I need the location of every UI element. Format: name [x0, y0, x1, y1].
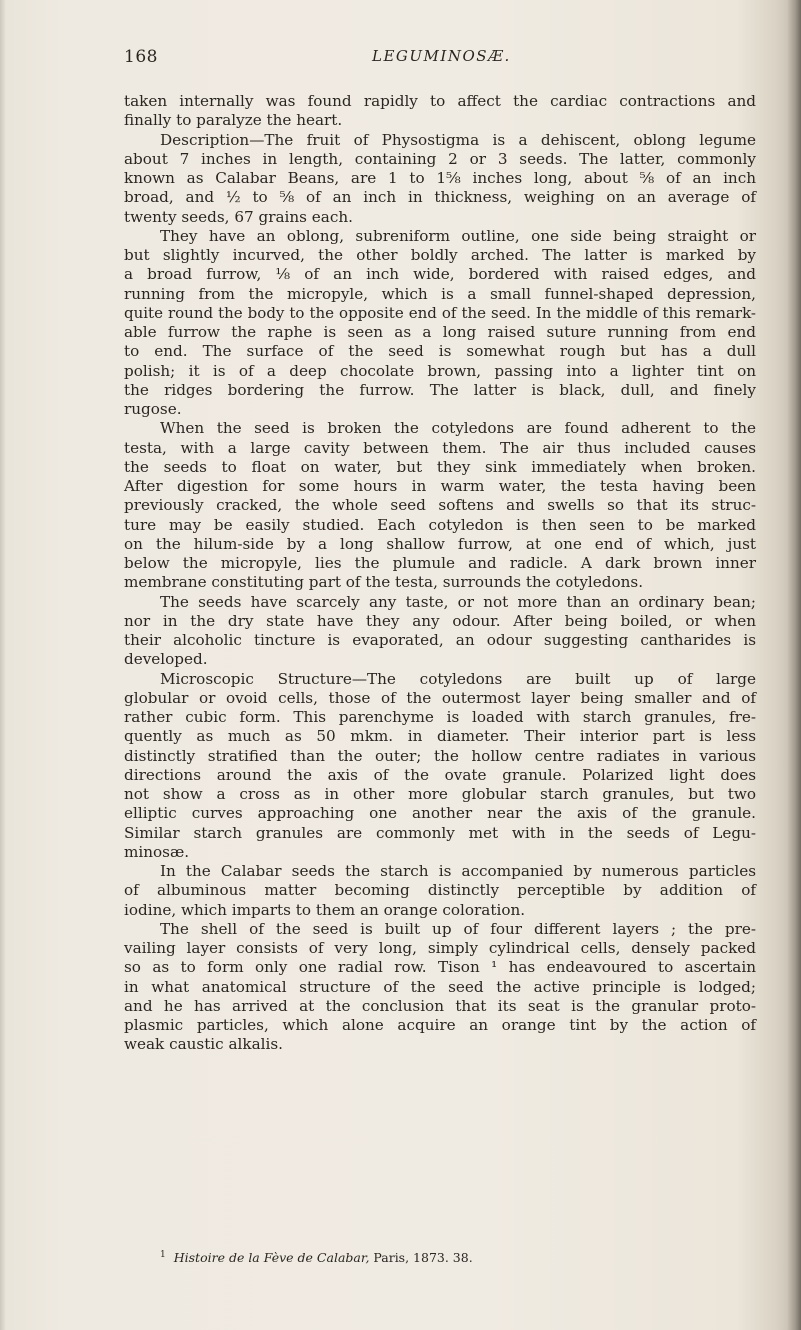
text-line: quite round the body to the opposite end of the seed. In the middle of this remark- — [124, 303, 756, 322]
text-line: They have an oblong, subreniform outline, one side being straight or — [160, 226, 756, 245]
text-line: but slightly incurved, the other boldly arched. The latter is marked by — [124, 246, 756, 264]
footnote-mark: 1 — [160, 1250, 166, 1260]
text-line: the ridges bordering the furrow. The latter is black, dull, and finely — [124, 380, 756, 399]
text-line: minosæ. — [124, 842, 190, 861]
text-line: not show a cross as in other more globular starch granules, but two — [124, 785, 756, 803]
text-line: rather cubic form. This parenchyme is loaded with starch granules, fre- — [124, 708, 756, 726]
text-line: Description—The fruit of Physostigma is a dehiscent, oblong legume — [160, 130, 756, 149]
footnote-rest: Paris, 1873. 38. — [369, 1250, 473, 1265]
text-line: broad, and ½ to ⅝ of an inch in thickness, weighing on an average of — [124, 188, 756, 207]
text-line: about 7 inches in length, containing 2 or 3 seeds. The latter, commonly — [124, 149, 756, 168]
footnote — [160, 1250, 473, 1265]
text-line: able furrow the raphe is seen as a long raised suture running from end — [124, 323, 756, 341]
text-line: developed. — [124, 650, 208, 669]
text-line: Similar starch granules are commonly met with in the seeds of Legu- — [124, 823, 756, 842]
page-edge-shadow — [787, 0, 801, 1330]
text-line: so as to form only one radial row. Tison ¹ has endeavoured to ascertain — [124, 958, 756, 977]
text-line: running from the micropyle, which is a small funnel-shaped depression, — [124, 284, 756, 303]
text-line: globular or ovoid cells, those of the outermost layer being smaller and of — [124, 688, 756, 707]
text-line: below the micropyle, lies the plumule and radicle. A dark brown inner — [124, 554, 756, 572]
text-line: the seeds to float on water, but they sink immediately when broken. — [124, 457, 756, 476]
text-line: finally to paralyze the heart. — [124, 111, 343, 130]
text-line: known as Calabar Beans, are 1 to 1⅝ inches long, about ⅝ of an inch — [124, 169, 756, 187]
text-line: membrane constituting part of the testa, surrounds the cotyledons. — [124, 573, 644, 592]
text-line: on the hilum-side by a long shallow furrow, at one end of which, just — [124, 534, 756, 553]
text-line: and he has arrived at the conclusion that its seat is the granular proto- — [124, 996, 756, 1015]
text-line: taken internally was found rapidly to affect the cardiac contractions and — [124, 92, 756, 110]
page-gutter-shadow — [0, 0, 6, 1330]
text-line: distinctly stratified than the outer; the hollow centre radiates in various — [124, 746, 756, 765]
text-line: previously cracked, the whole seed softens and swells so that its struc- — [124, 496, 756, 515]
text-line: After digestion for some hours in warm water, the testa having been — [124, 477, 756, 495]
body-text — [124, 92, 756, 1055]
text-line: plasmic particles, which alone acquire an orange tint by the action of — [124, 1016, 756, 1034]
footnote-title: Histoire de la Fève de Calabar, — [173, 1250, 370, 1265]
text-line: of albuminous matter becoming distinctly perceptible by addition of — [124, 881, 756, 900]
text-line: Microscopic Structure—The cotyledons are built up of large — [160, 669, 756, 688]
text-line: vailing layer consists of very long, simply cylindrical cells, densely packed — [124, 939, 756, 957]
text-line: their alcoholic tincture is evaporated, an odour suggesting cantharides is — [124, 631, 756, 649]
page-number: 168 — [124, 47, 158, 67]
text-line: testa, with a large cavity between them. The air thus included causes — [124, 438, 756, 457]
text-line: elliptic curves approaching one another near the axis of the granule. — [124, 804, 756, 823]
text-line: in what anatomical structure of the seed the active principle is lodged; — [124, 977, 756, 996]
text-line: twenty seeds, 67 grains each. — [124, 207, 353, 226]
text-line: When the seed is broken the cotyledons are found adherent to the — [160, 419, 756, 438]
text-line: ture may be easily studied. Each cotyledon is then seen to be marked — [124, 515, 756, 534]
text-line: to end. The surface of the seed is somewhat rough but has a dull — [124, 342, 756, 361]
page-header — [0, 47, 801, 71]
text-line: The seeds have scarcely any taste, or not more than an ordinary bean; — [160, 592, 756, 611]
running-head: LEGUMINOSÆ. — [372, 47, 511, 65]
text-line: a broad furrow, ⅛ of an inch wide, bordered with raised edges, and — [124, 265, 756, 284]
text-line: quently as much as 50 mkm. in diameter. Their interior part is less — [124, 727, 756, 746]
text-line: weak caustic alkalis. — [124, 1035, 284, 1054]
text-line: nor in the dry state have they any odour. After being boiled, or when — [124, 611, 756, 630]
text-line: iodine, which imparts to them an orange coloration. — [124, 900, 526, 919]
text-line: polish; it is of a deep chocolate brown, passing into a lighter tint on — [124, 361, 756, 380]
text-line: directions around the axis of the ovate granule. Polarized light does — [124, 765, 756, 784]
text-line: rugose. — [124, 400, 182, 418]
text-line: In the Calabar seeds the starch is accompanied by numerous particles — [160, 862, 756, 880]
text-line: The shell of the seed is built up of four different layers ; the pre- — [160, 919, 756, 938]
